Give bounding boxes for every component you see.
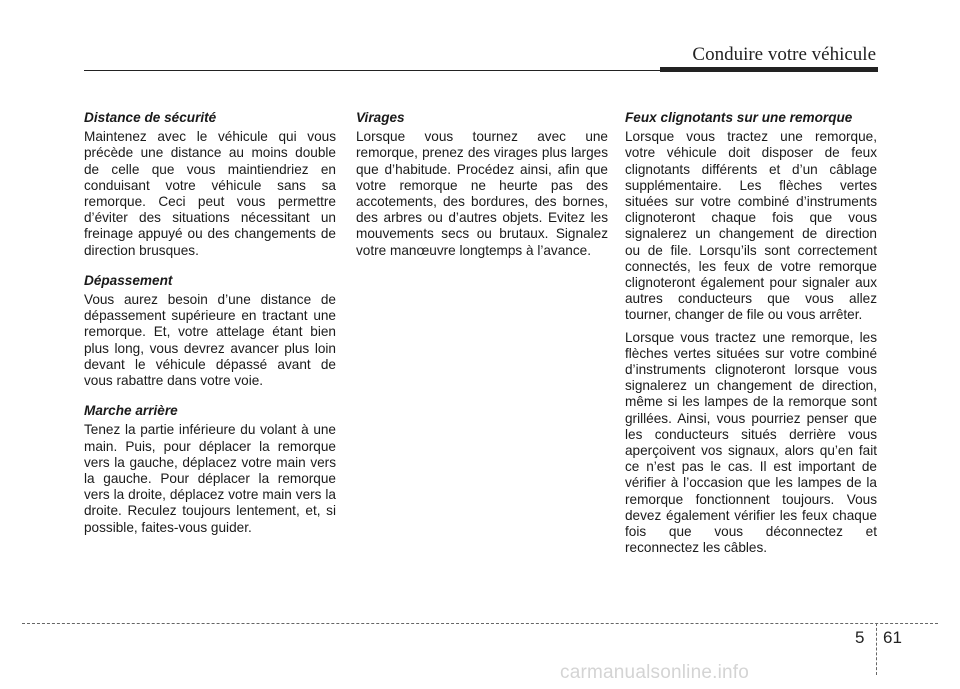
section-paragraph: Tenez la partie inférieure du volant à une main. Puis, pour déplacer la remorque vers la gauche, déplacez votre main vers la gauche. Pour déplacer la remorque vers la droite, déplacez votre main vers la droite. Reculez toujours lentement, et, si possible, faites-vous guider. <box>84 422 336 535</box>
section-depassement <box>84 273 336 389</box>
watermark-text: carmanualsonline.info <box>560 662 750 683</box>
section-feux-clignotants <box>625 110 877 556</box>
page-header-title: Conduire votre véhicule <box>692 44 876 65</box>
section-heading: Virages <box>356 110 405 125</box>
section-virages <box>356 110 608 259</box>
chapter-number: 5 <box>855 628 865 647</box>
footer-dashed-divider <box>876 623 877 675</box>
text-column-2 <box>356 110 608 273</box>
section-marche-arriere <box>84 403 336 536</box>
footer-dashed-rule <box>22 623 938 624</box>
section-paragraph: Lorsque vous tournez avec une remorque, prenez des virages plus larges que d’habitude. Procédez ainsi, afin que votre remorque ne heurte pas des accotements, des bordures, des bornes, des arbres ou d’autres objets. Evitez les mouvements secs ou brutaux. Signalez votre manœuvre longtemps à l’avance. <box>356 129 608 258</box>
text-column-1 <box>84 110 336 550</box>
header-rule-thick <box>660 67 878 72</box>
header-rule-thin <box>84 70 660 71</box>
section-heading: Distance de sécurité <box>84 110 217 125</box>
section-paragraph: Lorsque vous tractez une remorque, votre véhicule doit disposer de feux clignotants différents et d’un câblage supplémentaire. Les flèches vertes situées sur votre combiné d’instruments clignoteront chaque fois que vous signalerez un changement de direction ou de file. Lorsqu’ils sont correctement connectés, les feux de votre remorque clignoteront également pour signaler aux autres conducteurs que vous allez tourner, changer de file ou vous arrêter. <box>625 129 877 323</box>
section-distance-securite <box>84 110 336 259</box>
section-paragraph: Maintenez avec le véhicule qui vous précède une distance au moins double de celle que vous maintiendriez en conduisant votre véhicule sans sa remorque. Ceci peut vous permettre d’éviter des situations nécessitant un freinage appuyé ou des changements de direction brusques. <box>84 129 336 258</box>
section-paragraph: Lorsque vous tractez une remorque, les flèches vertes situées sur votre combiné d’instruments clignoteront lorsque vous signalerez un changement de direction, même si les lampes de la remorque sont grillées. Ainsi, vous pourriez penser que les conducteurs situés derrière vous aperçoivent vos signaux, alors qu’en fait ce n’est pas le cas. Il est important de vérifier à l’occasion que les lampes de la remorque fonctionnent toujours. Vous devez également vérifier les feux chaque fois que vous déconnectez et reconnectez les câbles. <box>625 329 877 556</box>
section-paragraph: Vous aurez besoin d’une distance de dépassement supérieure en tractant une remorque. Et, votre attelage étant bien plus long, vous devrez avancer plus loin devant le véhicule dépassé avant de vous rabattre dans votre voie. <box>84 292 336 389</box>
page-number: 61 <box>883 628 902 647</box>
section-heading: Feux clignotants sur une remorque <box>625 110 853 125</box>
section-heading: Dépassement <box>84 272 173 288</box>
section-heading: Marche arrière <box>84 403 178 419</box>
text-column-3 <box>625 110 877 570</box>
